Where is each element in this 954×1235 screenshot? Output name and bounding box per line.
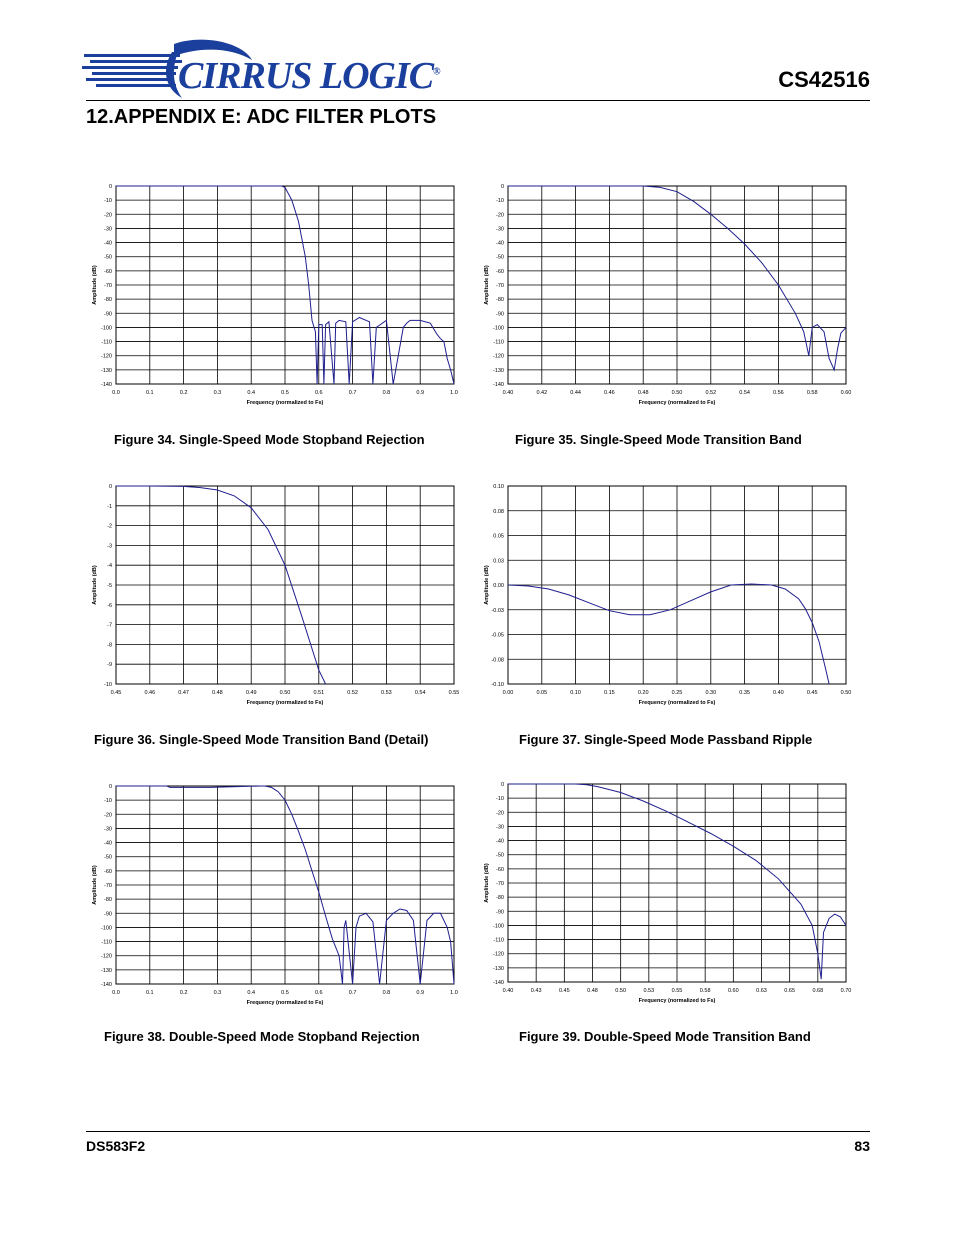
x-tick-label: 0.00 <box>502 690 514 696</box>
x-tick-label: 0.51 <box>313 690 325 696</box>
x-axis-label: Frequency (normalized to Fs) <box>638 998 716 1004</box>
x-tick-label: 0.8 <box>382 990 391 996</box>
x-tick-label: 0.46 <box>144 690 156 696</box>
y-tick-label: 0.00 <box>493 583 504 589</box>
x-tick-label: 0.6 <box>314 990 323 996</box>
y-tick-label: -130 <box>100 967 112 974</box>
x-tick-label: 0.6 <box>314 390 323 396</box>
figure-35-chart <box>478 178 898 418</box>
y-tick-label: -120 <box>492 951 504 958</box>
y-tick-label: 0.10 <box>493 484 504 490</box>
x-tick-label: 0.54 <box>739 390 750 396</box>
y-tick-label: -110 <box>493 339 504 346</box>
y-tick-label: -100 <box>492 923 504 930</box>
x-tick-label: 0.05 <box>536 690 548 696</box>
y-tick-label: 0 <box>500 782 504 788</box>
y-tick-label: -70 <box>496 283 504 289</box>
chart-svg <box>478 478 898 718</box>
x-tick-label: 0.46 <box>604 390 615 396</box>
y-tick-label: 0 <box>108 184 112 190</box>
y-axis-label: Amplitude (dB) <box>92 265 98 305</box>
y-tick-label: -8 <box>107 642 112 649</box>
registered-mark: ® <box>433 66 440 78</box>
y-tick-label: -20 <box>104 212 112 219</box>
x-tick-label: 0.1 <box>145 990 154 996</box>
y-tick-label: -80 <box>496 297 504 304</box>
x-axis-label: Frequency (normalized to Fs) <box>246 700 324 706</box>
y-tick-label: 0 <box>108 484 112 490</box>
y-tick-label: -7 <box>107 622 112 629</box>
x-tick-label: 0.4 <box>247 990 256 996</box>
y-tick-label: -6 <box>107 602 112 609</box>
y-tick-label: -90 <box>496 311 504 318</box>
figure-37-caption: Figure 37. Single-Speed Mode Passband Ripple <box>519 732 813 747</box>
y-tick-label: -9 <box>107 662 112 669</box>
x-tick-label: 0.7 <box>348 990 357 996</box>
y-tick-label: -30 <box>496 824 504 831</box>
y-axis-label: Amplitude (dB) <box>484 863 490 903</box>
x-tick-label: 0.0 <box>112 990 120 996</box>
x-tick-label: 0.5 <box>281 390 289 396</box>
figure-39-caption: Figure 39. Double-Speed Mode Transition Band <box>519 1029 811 1044</box>
y-tick-label: -0.08 <box>491 657 504 664</box>
x-tick-label: 0.20 <box>637 690 649 696</box>
y-tick-label: -110 <box>101 939 112 946</box>
x-tick-label: 0.48 <box>587 988 598 994</box>
figure-34-caption: Figure 34. Single-Speed Mode Stopband Rejection <box>114 432 425 447</box>
y-tick-label: -50 <box>496 254 504 261</box>
x-tick-label: 0.3 <box>213 990 222 996</box>
response-curve <box>508 584 829 684</box>
footer-rule <box>86 1131 870 1132</box>
y-tick-label: -20 <box>496 810 504 817</box>
y-tick-label: -50 <box>104 854 112 861</box>
x-tick-label: 0.3 <box>213 390 222 396</box>
y-axis-label: Amplitude (dB) <box>92 565 98 605</box>
x-tick-label: 0.60 <box>840 390 852 396</box>
y-tick-label: -80 <box>104 897 112 904</box>
x-tick-label: 0.7 <box>348 390 357 396</box>
y-tick-label: -80 <box>496 895 504 902</box>
x-tick-label: 0.49 <box>245 690 257 696</box>
x-axis-label: Frequency (normalized to Fs) <box>246 400 324 406</box>
chart-svg <box>86 778 506 1018</box>
x-tick-label: 0.55 <box>671 988 683 994</box>
x-tick-label: 0.8 <box>382 390 391 396</box>
chart-svg <box>86 178 506 418</box>
x-axis-label: Frequency (normalized to Fs) <box>246 1000 324 1006</box>
y-tick-label: -10 <box>104 682 112 688</box>
y-tick-label: -140 <box>492 382 504 388</box>
y-tick-label: -10 <box>104 198 112 205</box>
part-number: CS42516 <box>778 67 870 92</box>
x-tick-label: 0.45 <box>806 690 818 696</box>
y-tick-label: -100 <box>100 325 112 332</box>
figure-39-chart <box>478 776 898 1016</box>
y-tick-label: 0.08 <box>493 508 504 515</box>
y-tick-label: -140 <box>100 382 112 388</box>
y-tick-label: -120 <box>492 353 504 360</box>
x-tick-label: 0.40 <box>502 988 514 994</box>
x-tick-label: 0.4 <box>247 390 256 396</box>
y-tick-label: -140 <box>100 982 112 988</box>
x-axis-label: Frequency (normalized to Fs) <box>638 400 716 406</box>
y-tick-label: -60 <box>496 268 504 275</box>
brand-logo <box>178 54 440 98</box>
y-tick-label: -0.03 <box>491 607 504 614</box>
x-tick-label: 0.0 <box>112 390 120 396</box>
y-tick-label: -30 <box>104 226 112 233</box>
y-tick-label: -80 <box>104 297 112 304</box>
y-tick-label: -70 <box>104 883 112 889</box>
x-tick-label: 0.44 <box>570 390 581 396</box>
x-tick-label: 0.47 <box>178 690 189 696</box>
y-tick-label: -120 <box>100 953 112 960</box>
y-axis-label: Amplitude (dB) <box>484 565 490 605</box>
y-tick-label: -60 <box>104 868 112 875</box>
figure-35-caption: Figure 35. Single-Speed Mode Transition Band <box>515 432 802 447</box>
y-tick-label: -10 <box>104 798 112 805</box>
chart-svg <box>478 776 898 1016</box>
x-tick-label: 0.56 <box>773 390 784 396</box>
y-tick-label: -5 <box>107 583 112 589</box>
x-tick-label: 0.65 <box>784 988 796 994</box>
x-tick-label: 0.70 <box>840 988 852 994</box>
x-tick-label: 0.60 <box>727 988 739 994</box>
y-tick-label: -1 <box>107 503 112 510</box>
x-tick-label: 0.9 <box>416 390 425 396</box>
y-tick-label: -40 <box>496 838 504 845</box>
y-tick-label: -140 <box>492 980 504 986</box>
y-tick-label: -100 <box>492 325 504 332</box>
y-tick-label: -50 <box>496 852 504 859</box>
y-tick-label: -110 <box>493 937 504 944</box>
x-tick-label: 0.54 <box>414 690 426 696</box>
y-tick-label: -50 <box>104 254 112 261</box>
x-tick-label: 0.25 <box>671 690 683 696</box>
y-tick-label: -110 <box>101 339 112 346</box>
y-tick-label: 0 <box>500 184 504 190</box>
y-axis-label: Amplitude (dB) <box>484 265 490 305</box>
y-tick-label: -70 <box>496 881 504 887</box>
x-tick-label: 0.48 <box>212 690 223 696</box>
x-tick-label: 0.68 <box>812 988 824 994</box>
y-tick-label: -40 <box>104 840 112 847</box>
x-tick-label: 0.10 <box>570 690 581 696</box>
y-tick-label: -20 <box>496 212 504 219</box>
figure-34-chart <box>86 178 506 418</box>
y-tick-label: -4 <box>107 563 112 570</box>
x-tick-label: 0.43 <box>530 988 542 994</box>
x-tick-label: 0.2 <box>179 390 188 396</box>
y-tick-label: 0 <box>108 784 112 790</box>
y-tick-label: -90 <box>104 311 112 318</box>
x-tick-label: 0.52 <box>705 390 717 396</box>
y-tick-label: -10 <box>496 198 504 205</box>
figure-37-chart <box>478 478 898 718</box>
y-tick-label: -120 <box>100 353 112 360</box>
figure-38-chart <box>86 778 506 1018</box>
y-tick-label: -30 <box>496 226 504 233</box>
y-tick-label: 0.05 <box>493 533 504 540</box>
page-number: 83 <box>854 1138 870 1154</box>
brand-name: CIRRUS LOGIC <box>178 55 434 97</box>
chart-svg <box>478 178 898 418</box>
x-tick-label: 0.48 <box>637 390 649 396</box>
x-tick-label: 0.45 <box>110 690 122 696</box>
y-tick-label: -130 <box>492 965 504 972</box>
figure-38-caption: Figure 38. Double-Speed Mode Stopband Rejection <box>104 1029 420 1044</box>
y-axis-label: Amplitude (dB) <box>92 865 98 905</box>
y-tick-label: 0.03 <box>493 558 504 565</box>
x-tick-label: 0.9 <box>416 990 425 996</box>
y-tick-label: -40 <box>496 240 504 247</box>
x-tick-label: 0.40 <box>773 690 784 696</box>
y-tick-label: -60 <box>496 866 504 873</box>
x-tick-label: 0.58 <box>699 988 711 994</box>
x-tick-label: 0.45 <box>558 988 570 994</box>
y-tick-label: -2 <box>107 523 112 530</box>
x-axis-label: Frequency (normalized to Fs) <box>638 700 716 706</box>
x-tick-label: 0.35 <box>739 690 750 696</box>
x-tick-label: 1.0 <box>450 990 458 996</box>
y-tick-label: -40 <box>104 240 112 247</box>
y-tick-label: -3 <box>107 543 112 550</box>
x-tick-label: 1.0 <box>450 390 458 396</box>
x-tick-label: 0.52 <box>347 690 358 696</box>
y-tick-label: -90 <box>496 909 504 916</box>
y-tick-label: -30 <box>104 826 112 833</box>
x-tick-label: 0.30 <box>705 690 717 696</box>
y-tick-label: -130 <box>100 367 112 374</box>
x-tick-label: 0.5 <box>281 990 289 996</box>
figure-36-chart <box>86 478 506 718</box>
y-tick-label: -10 <box>496 796 504 803</box>
y-tick-label: -20 <box>104 812 112 819</box>
figure-36-caption: Figure 36. Single-Speed Mode Transition Band (Detail) <box>94 732 429 747</box>
x-tick-label: 0.40 <box>502 390 514 396</box>
header-rule <box>86 100 870 101</box>
y-tick-label: -0.05 <box>491 632 504 639</box>
x-tick-label: 0.55 <box>448 690 460 696</box>
x-tick-label: 0.50 <box>279 690 291 696</box>
chart-svg <box>86 478 506 718</box>
y-tick-label: -60 <box>104 268 112 275</box>
x-tick-label: 0.2 <box>179 990 188 996</box>
x-tick-label: 0.53 <box>643 988 655 994</box>
y-tick-label: -90 <box>104 911 112 918</box>
x-tick-label: 0.63 <box>756 988 767 994</box>
section-title: 12.APPENDIX E: ADC FILTER PLOTS <box>86 106 437 128</box>
y-tick-label: -100 <box>100 925 112 932</box>
document-id: DS583F2 <box>86 1138 146 1154</box>
x-tick-label: 0.50 <box>615 988 627 994</box>
x-tick-label: 0.1 <box>145 390 154 396</box>
y-tick-label: -130 <box>492 367 504 374</box>
x-tick-label: 0.42 <box>536 390 548 396</box>
x-tick-label: 0.53 <box>381 690 392 696</box>
y-tick-label: -70 <box>104 283 112 289</box>
x-tick-label: 0.58 <box>806 390 818 396</box>
x-tick-label: 0.50 <box>840 690 852 696</box>
x-tick-label: 0.15 <box>604 690 615 696</box>
y-tick-label: -0.10 <box>491 682 504 688</box>
x-tick-label: 0.50 <box>671 390 683 396</box>
